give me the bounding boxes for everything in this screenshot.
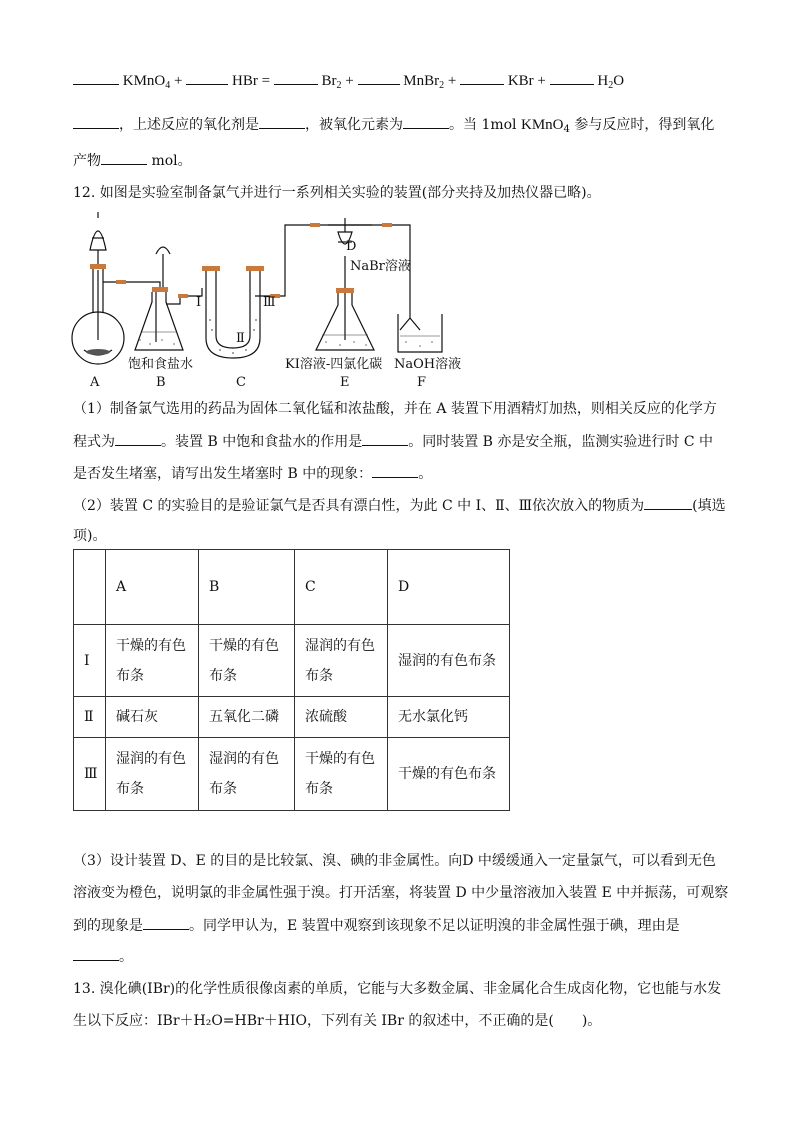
- table-cell: 碱石灰: [106, 697, 199, 738]
- h2o-formula: H: [597, 73, 609, 89]
- part2-line1: [73, 495, 726, 516]
- line-product: [73, 150, 192, 171]
- table-header-C: C: [295, 550, 388, 625]
- label-under-F: NaOH溶液: [394, 357, 462, 372]
- text: mol。: [147, 153, 192, 169]
- question-13-line1: 13. 溴化碘(IBr)的化学性质很像卤素的单质，它能与大多数金属、非金属化合生成卤化物，它也能与水发: [73, 981, 722, 997]
- part3-line4: [73, 946, 133, 967]
- table-header-D: D: [388, 550, 510, 625]
- table-cell: [106, 625, 199, 697]
- text: 。: [418, 466, 433, 482]
- text: (填选: [692, 498, 726, 514]
- letter-A: A: [90, 375, 100, 390]
- table-header-A: A: [106, 550, 199, 625]
- letter-E: E: [340, 375, 350, 390]
- part1-line1: （1）制备氯气选用的药品为固体二氧化锰和浓盐酸，并在 A 装置下用酒精灯加热，则相关反应的化学方: [73, 401, 717, 417]
- h2o-formula-o: O: [613, 73, 625, 89]
- flask-B: [135, 247, 202, 350]
- roman-II: Ⅱ: [236, 331, 245, 346]
- blank[interactable]: [274, 70, 318, 85]
- blank[interactable]: [550, 70, 594, 85]
- table-cell: [74, 550, 106, 625]
- letter-C: C: [236, 375, 246, 390]
- label-D: D: [346, 239, 357, 254]
- label-nabr: NaBr溶液: [350, 259, 411, 274]
- table-cell: 干燥的有色布条: [388, 738, 510, 811]
- text: 。装置 B 中饱和食盐水的作用是: [161, 434, 363, 450]
- text: 到的现象是: [73, 918, 143, 934]
- text: 程式为: [73, 434, 115, 450]
- hbr-formula: HBr: [231, 73, 258, 89]
- blank[interactable]: [358, 70, 400, 85]
- subscript: 4: [165, 80, 171, 91]
- kmno4-formula: KMnO: [122, 73, 166, 89]
- apparatus-diagram: [70, 210, 470, 390]
- blank[interactable]: [186, 70, 228, 85]
- text: 。当 1mol: [449, 117, 521, 133]
- label-under-E: KI溶液-四氯化碳: [285, 357, 383, 372]
- line-oxidant: [73, 114, 714, 135]
- label-under-B: 饱和食盐水: [128, 357, 194, 372]
- blank[interactable]: [362, 431, 408, 446]
- question-13-line2: 生以下反应：IBr＋H₂O=HBr＋HIO，下列有关 IBr 的叙述中，不正确的是( )。: [73, 1013, 602, 1029]
- blank[interactable]: [460, 70, 504, 85]
- text: 。同学甲认为，E 装置中观察到该现象不足以证明溴的非金属性强于碘，理由是: [189, 918, 680, 934]
- subscript: 4: [563, 124, 570, 135]
- br2-formula: Br: [321, 73, 337, 89]
- part3-line1: （3）设计装置 D、E 的目的是比较氯、溴、碘的非金属性。向D 中缓缓通入一定量氯气，可以看到无色: [73, 853, 716, 869]
- text: 产物: [73, 153, 101, 169]
- part1-line2: [73, 431, 713, 452]
- letter-F: F: [417, 375, 427, 390]
- subscript: 2: [336, 80, 342, 91]
- blank[interactable]: [644, 495, 692, 510]
- text: ，上述反应的氧化剂是: [119, 117, 259, 133]
- blank[interactable]: [259, 114, 305, 129]
- part3-line3: [73, 915, 680, 936]
- roman-III: Ⅲ: [263, 295, 276, 310]
- cell-text: 湿润的有色 布条: [116, 751, 186, 797]
- table-header-row: [74, 550, 510, 625]
- options-table: [73, 549, 510, 811]
- row-label: I: [74, 625, 106, 697]
- table-cell: 无水氯化钙: [388, 697, 510, 738]
- table-cell: [199, 738, 295, 811]
- blank[interactable]: [143, 915, 189, 930]
- blank[interactable]: [115, 431, 161, 446]
- part2-line2: 项)。: [73, 528, 107, 544]
- part1-line3: [73, 463, 432, 484]
- blank[interactable]: [403, 114, 449, 129]
- table-cell: [295, 738, 388, 811]
- row-label: Ⅱ: [74, 697, 106, 738]
- cell-text: 干燥的有色 布条: [209, 637, 279, 684]
- balance-equation: KMnO$_4$ + HBr = $Br_2$ + MnBr$_2$ + KBr + $H_2O$: [73, 70, 624, 91]
- table-cell: [295, 625, 388, 697]
- roman-I: Ⅰ: [196, 295, 202, 310]
- blank[interactable]: [101, 150, 147, 165]
- cell-text: 干燥的有色 布条: [116, 637, 186, 684]
- table-header-B: B: [199, 550, 295, 625]
- subscript: 2: [608, 80, 614, 91]
- text: 参与反应时，得到氧化: [569, 117, 715, 133]
- table-cell: 浓硫酸: [295, 697, 388, 738]
- table-cell: 湿润的有色布条: [388, 625, 510, 697]
- blank[interactable]: [73, 70, 119, 85]
- text: 。同时装置 B 亦是安全瓶，监测实验进行时 C 中: [408, 434, 714, 450]
- mnbr2-formula: MnBr: [403, 73, 440, 89]
- blank[interactable]: [372, 463, 418, 478]
- table-cell: 五氧化二磷: [199, 697, 295, 738]
- table-row-I: [74, 625, 510, 697]
- flask-A: [72, 212, 124, 364]
- text: 是否发生堵塞，请写出发生堵塞时 B 中的现象：: [73, 466, 373, 482]
- kbr-formula: KBr: [507, 73, 534, 89]
- table-row-III: [74, 738, 510, 811]
- letter-B: B: [156, 375, 166, 390]
- cell-text: 湿润的有色 布条: [305, 637, 375, 684]
- cell-text: 湿润的有色 布条: [209, 751, 279, 797]
- question-12-title: 12. 如图是实验室制备氯气并进行一系列相关实验的装置(部分夹持及加热仪器已略)。: [73, 185, 601, 201]
- table-cell: [199, 625, 295, 697]
- blank[interactable]: [73, 946, 119, 961]
- table-cell: [106, 738, 199, 811]
- part3-line2: 溶液变为橙色，说明氯的非金属性强于溴。打开活塞，将装置 D 中少量溶液加入装置 E 中并振荡，可观察: [73, 885, 729, 901]
- text: （2）装置 C 的实验目的是验证氯气是否具有漂白性，为此 C 中 I、Ⅱ、Ⅲ依次放入的物质为: [73, 498, 645, 514]
- row-label: Ⅲ: [74, 738, 106, 811]
- subscript: 2: [439, 80, 445, 91]
- flask-E: [316, 290, 374, 350]
- blank[interactable]: [73, 114, 119, 129]
- text: 。: [119, 949, 133, 965]
- cell-text: 干燥的有色 布条: [305, 751, 375, 797]
- text: ，被氧化元素为: [305, 117, 403, 133]
- kmno4-formula: KMnO: [521, 117, 564, 133]
- table-row-II: [74, 697, 510, 738]
